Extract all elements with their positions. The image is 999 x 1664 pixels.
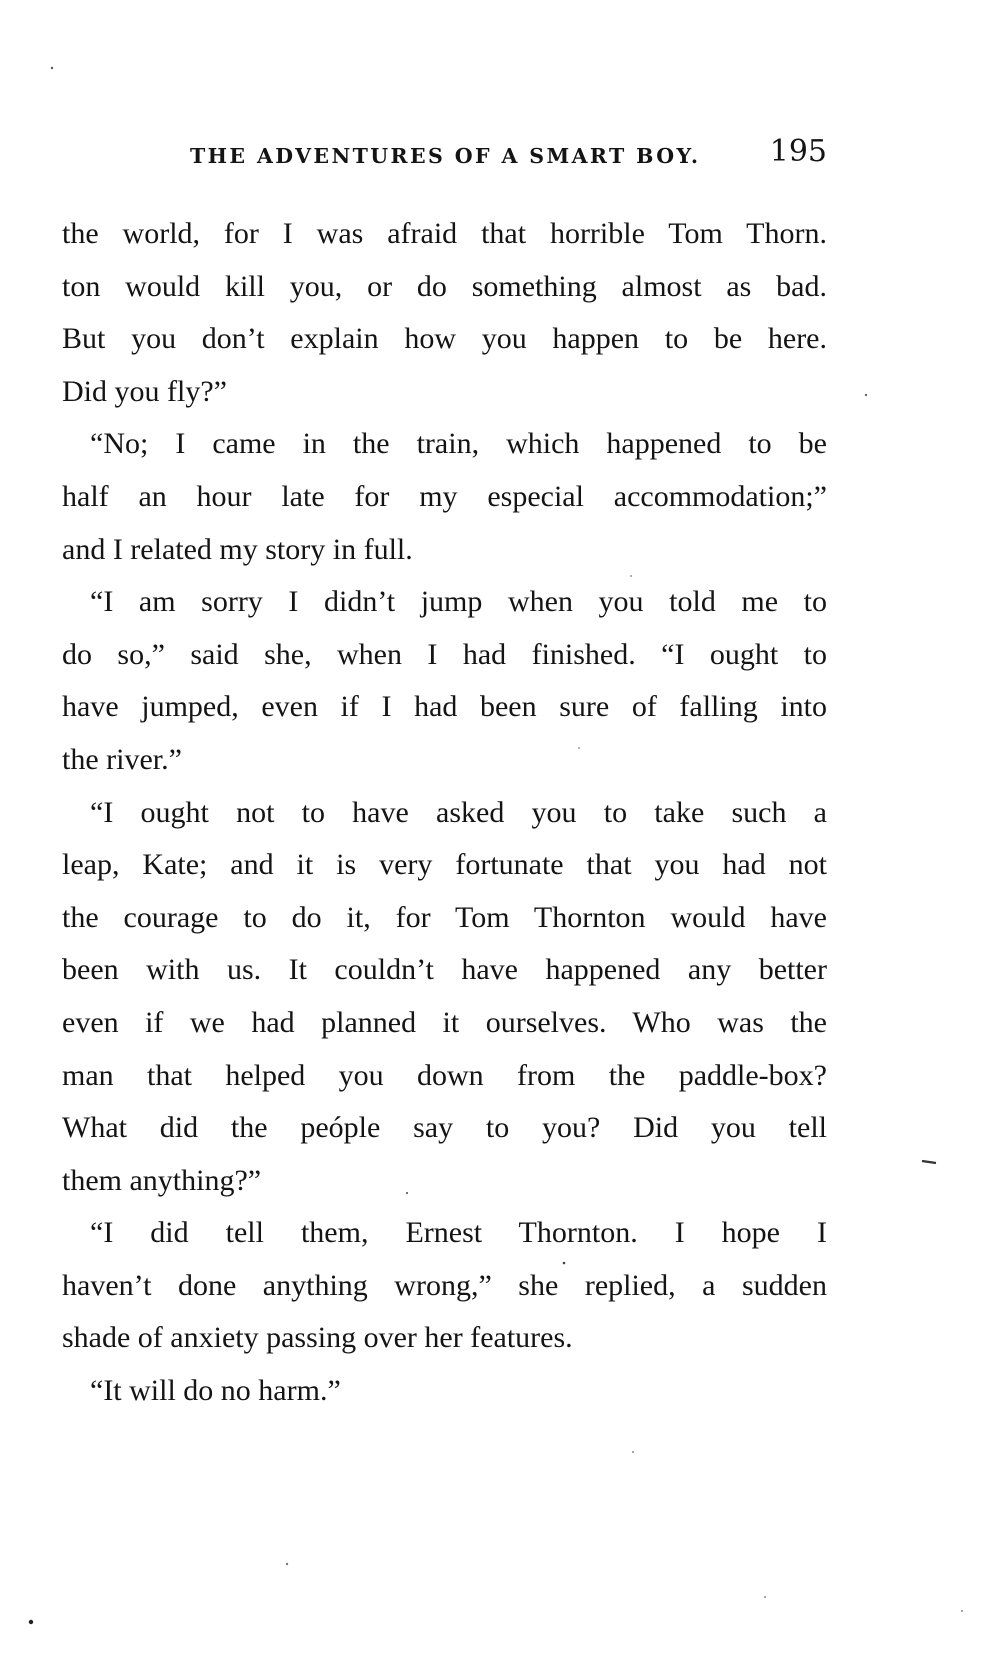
text-line: the world, for I was afraid that horrible Tom Thorn. bbox=[62, 217, 827, 250]
text-line: half an hour late for my especial accommodation;” bbox=[62, 479, 827, 513]
text-line: the courage to do it, for Tom Thornton would have bbox=[62, 900, 827, 934]
running-title: THE ADVENTURES OF A SMART BOY. bbox=[190, 144, 701, 168]
text-line: shade of anxiety passing over her features. bbox=[62, 1321, 573, 1355]
text-line: the river.” bbox=[62, 742, 182, 776]
text-line: Did you fly?” bbox=[62, 374, 227, 408]
text-line: and I related my story in full. bbox=[62, 532, 413, 566]
speck bbox=[764, 1596, 766, 1598]
text-line: man that helped you down from the paddle-box? bbox=[62, 1058, 827, 1092]
text-line: leap, Kate; and it is very fortunate that you had not bbox=[62, 848, 827, 882]
text-line: “I am sorry I didn’t jump when you told me to bbox=[90, 585, 827, 619]
speck bbox=[632, 1451, 634, 1453]
text-line: “It will do no harm.” bbox=[90, 1374, 341, 1408]
speck bbox=[29, 1620, 33, 1624]
text-line: What did the peóple say to you? Did you tell bbox=[62, 1111, 827, 1145]
body-text bbox=[62, 208, 827, 1418]
text-line: ton would kill you, or do something almost as bad. bbox=[62, 269, 827, 303]
text-line: “I ought not to have asked you to take such a bbox=[90, 795, 827, 829]
speck bbox=[286, 1563, 288, 1565]
text-line: even if we had planned it ourselves. Who was the bbox=[62, 1005, 827, 1039]
speck bbox=[865, 394, 867, 396]
text-line: But you don’t explain how you happen to be here. bbox=[62, 322, 827, 356]
speck bbox=[51, 67, 53, 69]
page-header bbox=[62, 134, 827, 178]
speck bbox=[961, 1610, 963, 1612]
text-line: been with us. It couldn’t have happened any better bbox=[62, 953, 827, 987]
speck bbox=[922, 1161, 936, 1163]
text-line: haven’t done anything wrong,” she replied, a sudden bbox=[62, 1268, 827, 1302]
text-line: “I did tell them, Ernest Thornton. I hope I bbox=[90, 1216, 827, 1250]
text-line: have jumped, even if I had been sure of falling into bbox=[62, 690, 827, 724]
page-number: 195 bbox=[769, 134, 827, 169]
text-line: “No; I came in the train, which happened to be bbox=[90, 427, 827, 461]
text-line: them anything?” bbox=[62, 1163, 262, 1197]
text-line: do so,” said she, when I had finished. “I ought to bbox=[62, 637, 827, 671]
